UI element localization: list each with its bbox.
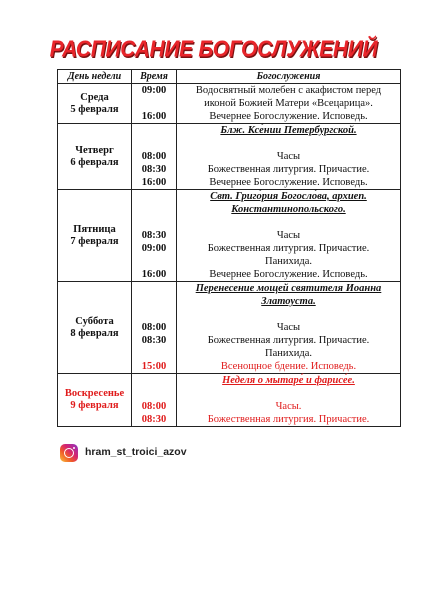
service-name: Часы [276, 322, 301, 333]
table-row [58, 282, 401, 374]
service-time: 16:00 [141, 177, 167, 188]
schedule-body [58, 84, 401, 427]
feast-title: Блж. Ксе́нии Петербургской. [220, 125, 357, 136]
service-name: Божественная литургия. Причастие. [207, 335, 370, 346]
day-cell [58, 124, 132, 190]
header-services: Богослужения [177, 70, 401, 84]
feast-title: Неделя о мытаре́ и фарисе́е. [222, 375, 355, 386]
service-name [177, 216, 400, 229]
service-time [132, 124, 176, 137]
feast-title: Златоуста. [261, 296, 316, 307]
service-time [132, 387, 176, 400]
table-row [58, 84, 401, 124]
day-name: Суббота [75, 315, 114, 327]
service-time: 09:00 [141, 85, 167, 96]
service-name: Божественная литургия. Причастие. [207, 414, 370, 425]
day-date: 8 февраля [70, 327, 119, 339]
service-name: Панихида. [265, 348, 312, 359]
time-cell [132, 282, 177, 374]
service-name: Панихида. [265, 256, 312, 267]
page-title: РАСПИСАНИЕ БОГОСЛУЖЕНИЙ [49, 36, 378, 63]
service-time [132, 216, 176, 229]
service-time [132, 190, 176, 203]
service-time [132, 137, 176, 150]
services-cell [177, 124, 401, 190]
table-row [58, 190, 401, 282]
service-name: Божественная литургия. Причастие. [207, 164, 370, 175]
day-name: Четверг [75, 144, 114, 156]
service-name: Вечернее Богослужение. Исповедь. [209, 269, 368, 280]
service-time [132, 347, 176, 360]
day-date: 5 февраля [70, 103, 119, 115]
day-name: Среда [80, 91, 109, 103]
day-cell [58, 190, 132, 282]
day-name: Воскресенье [64, 388, 125, 399]
day-cell [58, 84, 132, 124]
services-cell [177, 282, 401, 374]
service-time: 09:00 [141, 243, 167, 254]
time-cell [132, 374, 177, 427]
service-name: Часы [276, 151, 301, 162]
service-time [132, 203, 176, 216]
day-date: 7 февраля [70, 235, 119, 247]
service-name: иконой Божией Матери «Всецарица». [204, 98, 373, 109]
service-name: Божественная литургия. Причастие. [207, 243, 370, 254]
service-name: Вечернее Богослужение. Исповедь. [209, 111, 368, 122]
instagram-handle: hram_st_troici_azov [85, 446, 187, 458]
day-cell [58, 374, 132, 427]
service-time: 08:30 [141, 230, 167, 241]
service-time [132, 282, 176, 295]
service-time [132, 308, 176, 321]
table-header-row [58, 70, 401, 84]
feast-title: Свт. Григо́рия Богосло́ва, архиеп. [210, 191, 367, 202]
service-time: 08:30 [141, 164, 167, 175]
schedule-table [57, 69, 401, 427]
service-time [132, 374, 176, 387]
service-name: Водосвятный молебен с акафистом перед [195, 85, 382, 96]
time-cell [132, 84, 177, 124]
service-name: Всенощное бдение. Исповедь. [220, 361, 357, 372]
header-time: Время [132, 70, 177, 84]
time-cell [132, 124, 177, 190]
service-time [132, 97, 176, 110]
day-cell [58, 282, 132, 374]
services-cell [177, 374, 401, 427]
service-time: 08:00 [141, 151, 167, 162]
service-name: Вечернее Богослужение. Исповедь. [209, 177, 368, 188]
table-row [58, 124, 401, 190]
day-date: 6 февраля [70, 156, 119, 168]
services-cell [177, 190, 401, 282]
time-cell [132, 190, 177, 282]
service-time: 08:30 [141, 335, 167, 346]
service-time: 16:00 [141, 269, 167, 280]
header-day: День недели [58, 70, 132, 84]
table-row [58, 374, 401, 427]
service-name [177, 308, 400, 321]
services-cell [177, 84, 401, 124]
service-time: 16:00 [141, 111, 167, 122]
service-time: 08:30 [141, 414, 167, 425]
service-time [132, 295, 176, 308]
day-name: Пятница [73, 223, 116, 235]
day-date: 9 февраля [70, 400, 119, 411]
service-name [177, 387, 400, 400]
service-name: Часы [276, 230, 301, 241]
service-name: Часы. [275, 401, 302, 412]
feast-title: Перенесение мощей святителя Иоанна [195, 283, 382, 294]
service-time: 15:00 [141, 361, 167, 372]
instagram-icon [60, 444, 78, 462]
service-time: 08:00 [141, 322, 167, 333]
service-time: 08:00 [141, 401, 167, 412]
service-time [132, 255, 176, 268]
service-name [177, 137, 400, 150]
feast-title: Константинопольского. [231, 204, 346, 215]
